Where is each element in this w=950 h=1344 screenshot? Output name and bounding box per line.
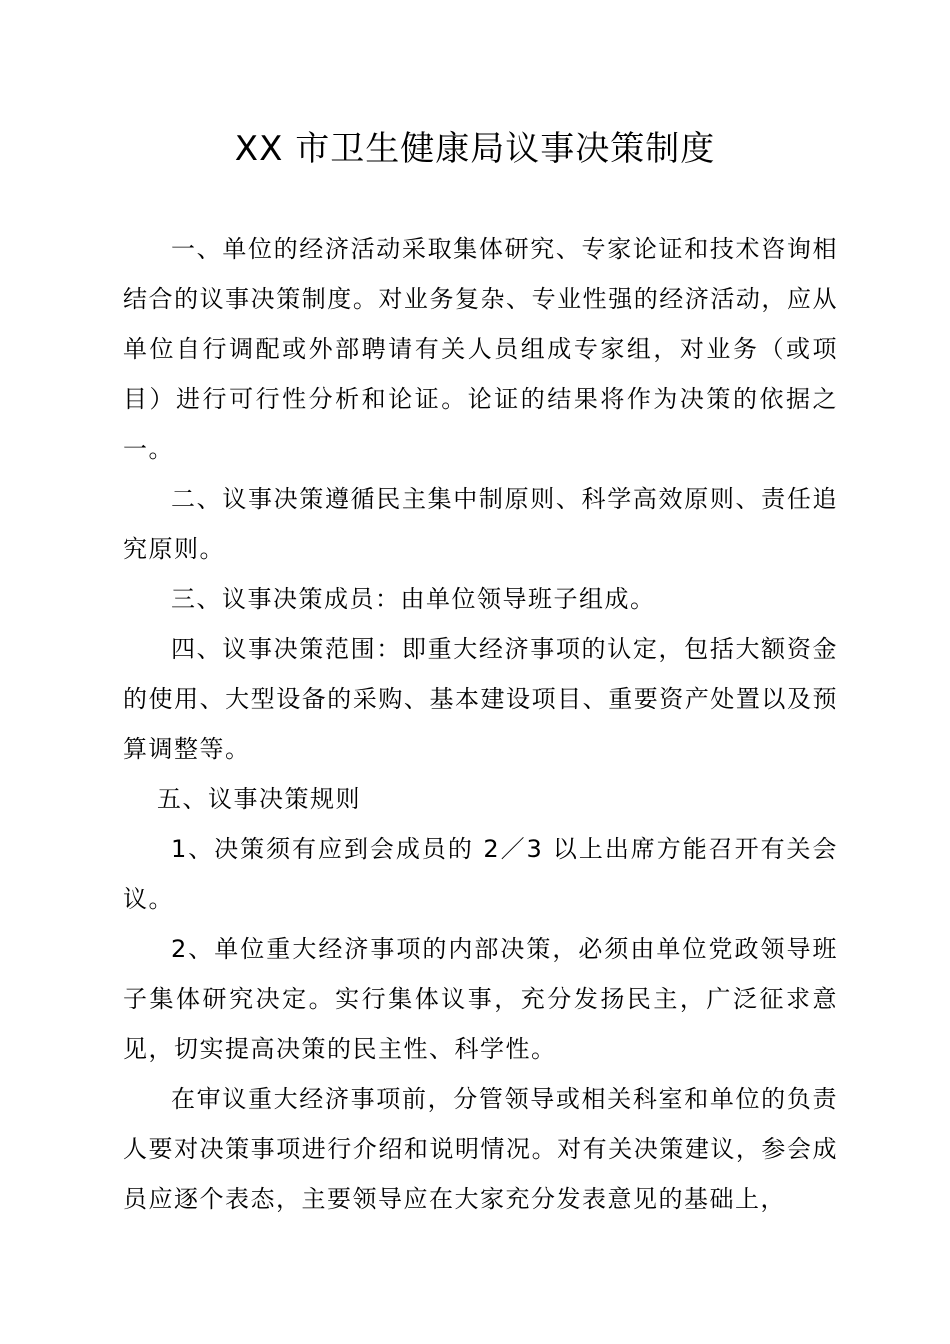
paragraph-3: 三、议事决策成员：由单位领导班子组成。 [171, 585, 656, 613]
paragraph-rule-2: 2、单位重大经济事项的内部决策，必须由单位党政领导班子集体研究决定。实行集体议事，充分发扬民主，广泛征求意见，切实提高决策的民主性、科学性。 [123, 935, 838, 1063]
paragraph-review: 在审议重大经济事项前，分管领导或相关科室和单位的负责人要对决策事项进行介绍和说明情况。对有关决策建议，参会成员应逐个表态，主要领导应在大家充分发表意见的基础上， [123, 1085, 838, 1213]
document-body [123, 224, 838, 1224]
section-heading-rules: 五、议事决策规则 [157, 785, 361, 813]
paragraph-4: 四、议事决策范围：即重大经济事项的认定，包括大额资金的使用、大型设备的采购、基本建设项目、重要资产处置以及预算调整等。 [123, 635, 838, 763]
paragraph-2: 二、议事决策遵循民主集中制原则、科学高效原则、责任追究原则。 [123, 485, 838, 563]
paragraph-rule-1: 1、决策须有应到会成员的 2／3 以上出席方能召开有关会议。 [123, 835, 838, 913]
paragraph-1: 一、单位的经济活动采取集体研究、专家论证和技术咨询相结合的议事决策制度。对业务复杂、专业性强的经济活动，应从单位自行调配或外部聘请有关人员组成专家组，对业务（或项目）进行可行性分析和论证。论证的结果将作为决策的依据之一。 [123, 235, 838, 463]
document-title: XX 市卫生健康局议事决策制度 [234, 129, 716, 169]
